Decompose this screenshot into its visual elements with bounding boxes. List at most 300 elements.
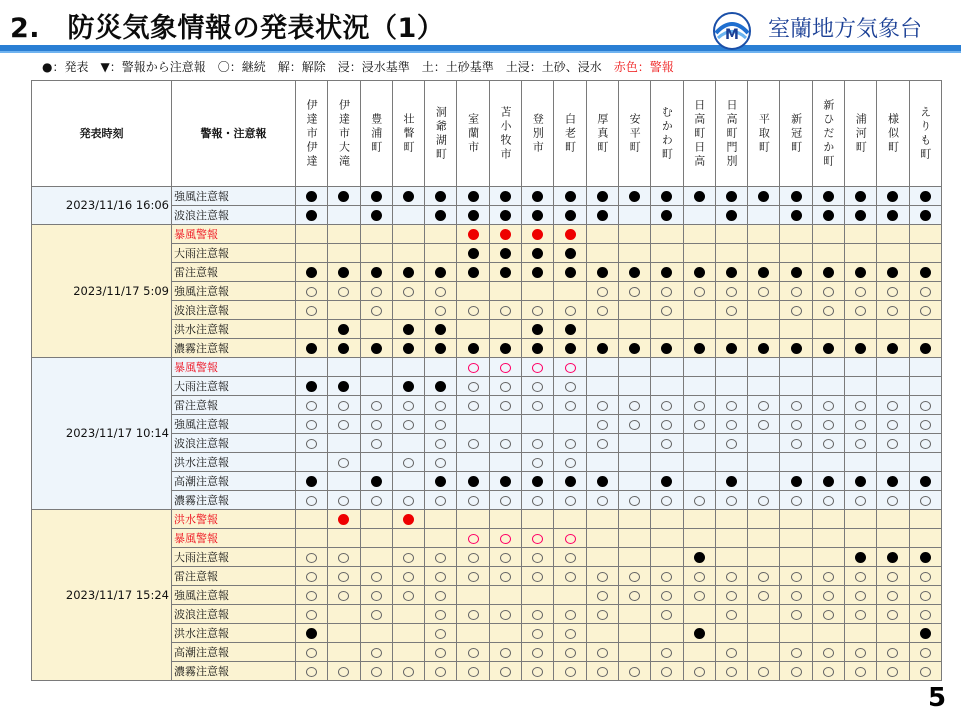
issued-dot-icon: [565, 476, 576, 487]
status-cell: [618, 301, 650, 320]
status-cell: [748, 548, 780, 567]
issued-dot-icon: [468, 210, 479, 221]
status-cell: [522, 548, 554, 567]
status-cell: [812, 567, 844, 586]
status-cell: [651, 529, 683, 548]
continued-circle-icon: [435, 610, 446, 620]
issued-dot-icon: [532, 248, 543, 259]
continued-circle-icon: [855, 572, 866, 582]
status-cell: [780, 605, 812, 624]
status-cell: [651, 225, 683, 244]
status-cell: [683, 472, 715, 491]
status-cell: [618, 415, 650, 434]
status-cell: [489, 662, 521, 681]
status-cell: [780, 491, 812, 510]
continued-circle-icon: [338, 458, 349, 468]
status-cell: [683, 548, 715, 567]
issued-dot-icon: [371, 210, 382, 221]
continued-circle-icon: [597, 306, 608, 316]
status-cell: [296, 662, 328, 681]
issued-dot-icon: [629, 191, 640, 202]
issued-dot-icon: [661, 267, 672, 278]
continued-circle-icon: [791, 306, 802, 316]
warning-type: 強風注意報: [172, 415, 296, 434]
status-cell: [489, 624, 521, 643]
continued-circle-icon: [694, 401, 705, 411]
continued-circle-icon: [338, 287, 349, 297]
status-cell: [360, 434, 392, 453]
issued-dot-icon: [629, 343, 640, 354]
status-cell: [877, 377, 909, 396]
status-cell: [683, 491, 715, 510]
issued-dot-icon: [500, 210, 511, 221]
status-cell: [425, 453, 457, 472]
continued-circle-icon: [855, 648, 866, 658]
status-cell: [457, 415, 489, 434]
continued-circle-icon: [629, 572, 640, 582]
status-cell: [780, 643, 812, 662]
status-cell: [909, 434, 941, 453]
status-cell: [780, 510, 812, 529]
status-cell: [651, 605, 683, 624]
status-cell: [554, 472, 586, 491]
issued-dot-icon: [597, 267, 608, 278]
continued-circle-icon: [661, 420, 672, 430]
status-cell: [877, 586, 909, 605]
status-cell: [554, 605, 586, 624]
status-cell: [877, 491, 909, 510]
issued-dot-icon: [726, 343, 737, 354]
status-cell: [586, 510, 618, 529]
status-cell: [586, 415, 618, 434]
status-cell: [296, 244, 328, 263]
continued-circle-icon: [435, 306, 446, 316]
status-cell: [651, 662, 683, 681]
continued-circle-icon: [597, 648, 608, 658]
status-cell: [651, 624, 683, 643]
issued-dot-icon: [758, 343, 769, 354]
status-cell: [522, 396, 554, 415]
status-cell: [296, 453, 328, 472]
legend: [42, 58, 674, 75]
continued-circle-icon: [306, 667, 317, 677]
continued-circle-icon: [726, 648, 737, 658]
issued-dot-icon: [532, 343, 543, 354]
status-cell: [780, 567, 812, 586]
status-cell: [812, 244, 844, 263]
warning-type: 波浪注意報: [172, 301, 296, 320]
status-cell: [360, 263, 392, 282]
status-cell: [425, 206, 457, 225]
status-cell: [586, 491, 618, 510]
continued-circle-icon: [855, 306, 866, 316]
issued-dot-icon: [694, 267, 705, 278]
status-cell: [715, 453, 747, 472]
status-cell: [618, 320, 650, 339]
status-cell: [392, 225, 424, 244]
page-title: 2. 防災気象情報の発表状況（1）: [10, 13, 445, 44]
table-row: [32, 358, 942, 377]
warning-type: 大雨注意報: [172, 548, 296, 567]
continued-circle-icon: [791, 667, 802, 677]
status-cell: [780, 225, 812, 244]
status-cell: [392, 453, 424, 472]
continued-circle-icon: [887, 496, 898, 506]
status-cell: [489, 187, 521, 206]
status-cell: [651, 510, 683, 529]
continued-circle-icon: [565, 572, 576, 582]
status-cell: [360, 586, 392, 605]
status-cell: [618, 586, 650, 605]
status-cell: [296, 377, 328, 396]
title-underline-accent: [0, 51, 961, 53]
status-cell: [715, 567, 747, 586]
status-cell: [715, 548, 747, 567]
status-cell: [392, 415, 424, 434]
status-cell: [618, 396, 650, 415]
status-cell: [296, 567, 328, 586]
status-cell: [812, 206, 844, 225]
organization-name: 室蘭地方気象台: [768, 17, 923, 42]
status-cell: [748, 529, 780, 548]
status-cell: [845, 472, 877, 491]
continued-circle-icon: [887, 591, 898, 601]
status-cell: [328, 263, 360, 282]
status-cell: [909, 396, 941, 415]
continued-circle-icon: [629, 420, 640, 430]
area-header: 伊達市大滝: [328, 81, 360, 187]
status-cell: [683, 586, 715, 605]
status-cell: [586, 396, 618, 415]
status-cell: [328, 320, 360, 339]
status-cell: [909, 358, 941, 377]
status-cell: [296, 510, 328, 529]
status-cell: [554, 187, 586, 206]
status-cell: [360, 225, 392, 244]
warning-type: 強風注意報: [172, 187, 296, 206]
status-cell: [618, 377, 650, 396]
status-cell: [425, 472, 457, 491]
status-cell: [812, 225, 844, 244]
continued-circle-icon: [306, 420, 317, 430]
status-cell: [392, 529, 424, 548]
status-cell: [554, 244, 586, 263]
issued-dot-icon: [887, 476, 898, 487]
status-cell: [715, 358, 747, 377]
issue-time: 2023/11/16 16:06: [32, 187, 172, 225]
issued-dot-icon: [823, 476, 834, 487]
status-cell: [522, 434, 554, 453]
continued-circle-icon: [306, 306, 317, 316]
status-cell: [683, 282, 715, 301]
status-cell: [328, 358, 360, 377]
status-cell: [618, 244, 650, 263]
status-cell: [651, 586, 683, 605]
status-cell: [522, 320, 554, 339]
status-cell: [360, 206, 392, 225]
status-cell: [296, 491, 328, 510]
status-cell: [909, 415, 941, 434]
status-cell: [715, 624, 747, 643]
status-cell: [522, 662, 554, 681]
continued-circle-icon: [823, 572, 834, 582]
status-cell: [812, 263, 844, 282]
status-cell: [748, 206, 780, 225]
issued-dot-icon: [887, 267, 898, 278]
status-cell: [877, 244, 909, 263]
status-cell: [392, 510, 424, 529]
continued-circle-icon: [887, 420, 898, 430]
status-cell: [845, 282, 877, 301]
status-cell: [877, 662, 909, 681]
status-cell: [392, 358, 424, 377]
status-cell: [715, 206, 747, 225]
issued-dot-icon: [597, 343, 608, 354]
status-cell: [909, 586, 941, 605]
issue-time: 2023/11/17 10:14: [32, 358, 172, 510]
area-header: むかわ町: [651, 81, 683, 187]
continued-circle-icon: [661, 496, 672, 506]
status-cell: [328, 491, 360, 510]
status-cell: [360, 662, 392, 681]
status-cell: [296, 358, 328, 377]
status-cell: [522, 244, 554, 263]
status-cell: [748, 415, 780, 434]
continued-circle-icon: [371, 496, 382, 506]
area-header: 日高町門別: [715, 81, 747, 187]
continued-circle-icon: [726, 401, 737, 411]
status-cell: [586, 377, 618, 396]
issued-dot-icon: [371, 191, 382, 202]
status-cell: [780, 396, 812, 415]
issued-dot-icon: [532, 267, 543, 278]
legend-text: ●：発表 ▼：警報から注意報 〇：継続 解：解除 浸：浸水基準 土：土砂基準 土浸：土砂、浸水: [42, 60, 614, 74]
issued-dot-icon: [597, 210, 608, 221]
area-header: 新ひだか町: [812, 81, 844, 187]
status-cell: [392, 643, 424, 662]
issued-dot-icon: [435, 476, 446, 487]
continued-circle-icon: [468, 496, 479, 506]
status-cell: [425, 377, 457, 396]
warning-type: 洪水注意報: [172, 320, 296, 339]
status-cell: [554, 320, 586, 339]
status-cell: [586, 529, 618, 548]
status-cell: [360, 548, 392, 567]
continued-circle-icon: [791, 496, 802, 506]
status-cell: [392, 339, 424, 358]
warning-dot-icon: [468, 229, 479, 240]
status-cell: [780, 320, 812, 339]
issued-dot-icon: [403, 343, 414, 354]
continued-circle-icon: [920, 420, 931, 430]
status-cell: [909, 605, 941, 624]
status-cell: [715, 662, 747, 681]
status-cell: [457, 206, 489, 225]
status-cell: [360, 244, 392, 263]
status-cell: [586, 472, 618, 491]
status-cell: [489, 206, 521, 225]
issued-dot-icon: [435, 381, 446, 392]
continued-circle-icon: [565, 401, 576, 411]
status-cell: [360, 643, 392, 662]
issued-dot-icon: [338, 191, 349, 202]
status-cell: [877, 320, 909, 339]
continued-circle-icon: [726, 610, 737, 620]
status-cell: [812, 605, 844, 624]
header-type: 警報・注意報: [172, 81, 296, 187]
status-cell: [748, 263, 780, 282]
continued-circle-icon: [371, 591, 382, 601]
warning-type: 暴風警報: [172, 358, 296, 377]
status-cell: [812, 320, 844, 339]
continued-circle-icon: [823, 591, 834, 601]
status-cell: [586, 624, 618, 643]
status-cell: [489, 605, 521, 624]
status-cell: [780, 434, 812, 453]
status-cell: [651, 567, 683, 586]
status-cell: [618, 358, 650, 377]
continued-circle-icon: [532, 610, 543, 620]
issued-dot-icon: [565, 343, 576, 354]
status-cell: [457, 225, 489, 244]
status-cell: [618, 339, 650, 358]
status-cell: [522, 472, 554, 491]
issued-dot-icon: [661, 191, 672, 202]
status-cell: [748, 624, 780, 643]
status-cell: [392, 434, 424, 453]
status-cell: [651, 434, 683, 453]
status-cell: [425, 643, 457, 662]
continued-circle-icon: [726, 496, 737, 506]
status-cell: [457, 453, 489, 472]
status-cell: [812, 624, 844, 643]
continued-circle-icon: [532, 306, 543, 316]
continued-circle-icon: [371, 648, 382, 658]
continued-circle-icon: [435, 287, 446, 297]
status-cell: [586, 358, 618, 377]
status-cell: [651, 282, 683, 301]
continued-circle-icon: [726, 591, 737, 601]
issued-dot-icon: [726, 267, 737, 278]
continued-circle-icon: [565, 306, 576, 316]
status-cell: [748, 301, 780, 320]
continued-circle-icon: [597, 591, 608, 601]
issued-dot-icon: [565, 248, 576, 259]
status-cell: [877, 282, 909, 301]
status-cell: [683, 567, 715, 586]
area-header: 苫小牧市: [489, 81, 521, 187]
status-cell: [618, 567, 650, 586]
status-cell: [586, 586, 618, 605]
status-cell: [877, 567, 909, 586]
continued-circle-icon: [920, 591, 931, 601]
status-cell: [812, 415, 844, 434]
issued-dot-icon: [920, 210, 931, 221]
status-cell: [457, 605, 489, 624]
warning-type: 洪水注意報: [172, 624, 296, 643]
status-cell: [683, 225, 715, 244]
issued-dot-icon: [920, 267, 931, 278]
status-cell: [877, 605, 909, 624]
continued-circle-icon: [532, 553, 543, 563]
issued-dot-icon: [694, 628, 705, 639]
status-cell: [683, 605, 715, 624]
status-cell: [425, 187, 457, 206]
status-cell: [457, 282, 489, 301]
status-cell: [489, 396, 521, 415]
continued-circle-icon: [823, 401, 834, 411]
status-cell: [812, 548, 844, 567]
continued-circle-icon: [532, 629, 543, 639]
status-cell: [360, 377, 392, 396]
status-cell: [715, 225, 747, 244]
status-cell: [586, 339, 618, 358]
status-cell: [457, 263, 489, 282]
status-cell: [715, 339, 747, 358]
warning-continued-circle-icon: [532, 534, 543, 544]
issued-dot-icon: [468, 267, 479, 278]
continued-circle-icon: [565, 648, 576, 658]
status-cell: [425, 567, 457, 586]
status-cell: [651, 263, 683, 282]
area-header: 様似町: [877, 81, 909, 187]
issued-dot-icon: [500, 267, 511, 278]
status-cell: [296, 548, 328, 567]
status-cell: [296, 206, 328, 225]
continued-circle-icon: [532, 648, 543, 658]
status-cell: [457, 187, 489, 206]
status-cell: [328, 244, 360, 263]
status-cell: [328, 472, 360, 491]
status-cell: [522, 510, 554, 529]
continued-circle-icon: [920, 648, 931, 658]
continued-circle-icon: [565, 629, 576, 639]
issued-dot-icon: [532, 210, 543, 221]
continued-circle-icon: [468, 667, 479, 677]
status-cell: [651, 377, 683, 396]
warning-dot-icon: [500, 229, 511, 240]
issued-dot-icon: [371, 267, 382, 278]
continued-circle-icon: [791, 439, 802, 449]
area-header: 登別市: [522, 81, 554, 187]
status-cell: [909, 567, 941, 586]
status-cell: [554, 301, 586, 320]
status-cell: [877, 434, 909, 453]
continued-circle-icon: [468, 610, 479, 620]
status-cell: [877, 206, 909, 225]
status-cell: [522, 415, 554, 434]
status-cell: [457, 377, 489, 396]
status-cell: [554, 453, 586, 472]
status-cell: [877, 339, 909, 358]
status-cell: [489, 548, 521, 567]
continued-circle-icon: [597, 667, 608, 677]
warnings-table: [31, 80, 942, 681]
area-header: 壮瞥町: [392, 81, 424, 187]
status-cell: [522, 491, 554, 510]
status-cell: [522, 567, 554, 586]
continued-circle-icon: [565, 667, 576, 677]
continued-circle-icon: [532, 496, 543, 506]
status-cell: [618, 187, 650, 206]
status-cell: [554, 643, 586, 662]
continued-circle-icon: [694, 287, 705, 297]
warning-type: 高潮注意報: [172, 643, 296, 662]
status-cell: [845, 529, 877, 548]
continued-circle-icon: [306, 610, 317, 620]
status-cell: [360, 624, 392, 643]
issued-dot-icon: [726, 191, 737, 202]
